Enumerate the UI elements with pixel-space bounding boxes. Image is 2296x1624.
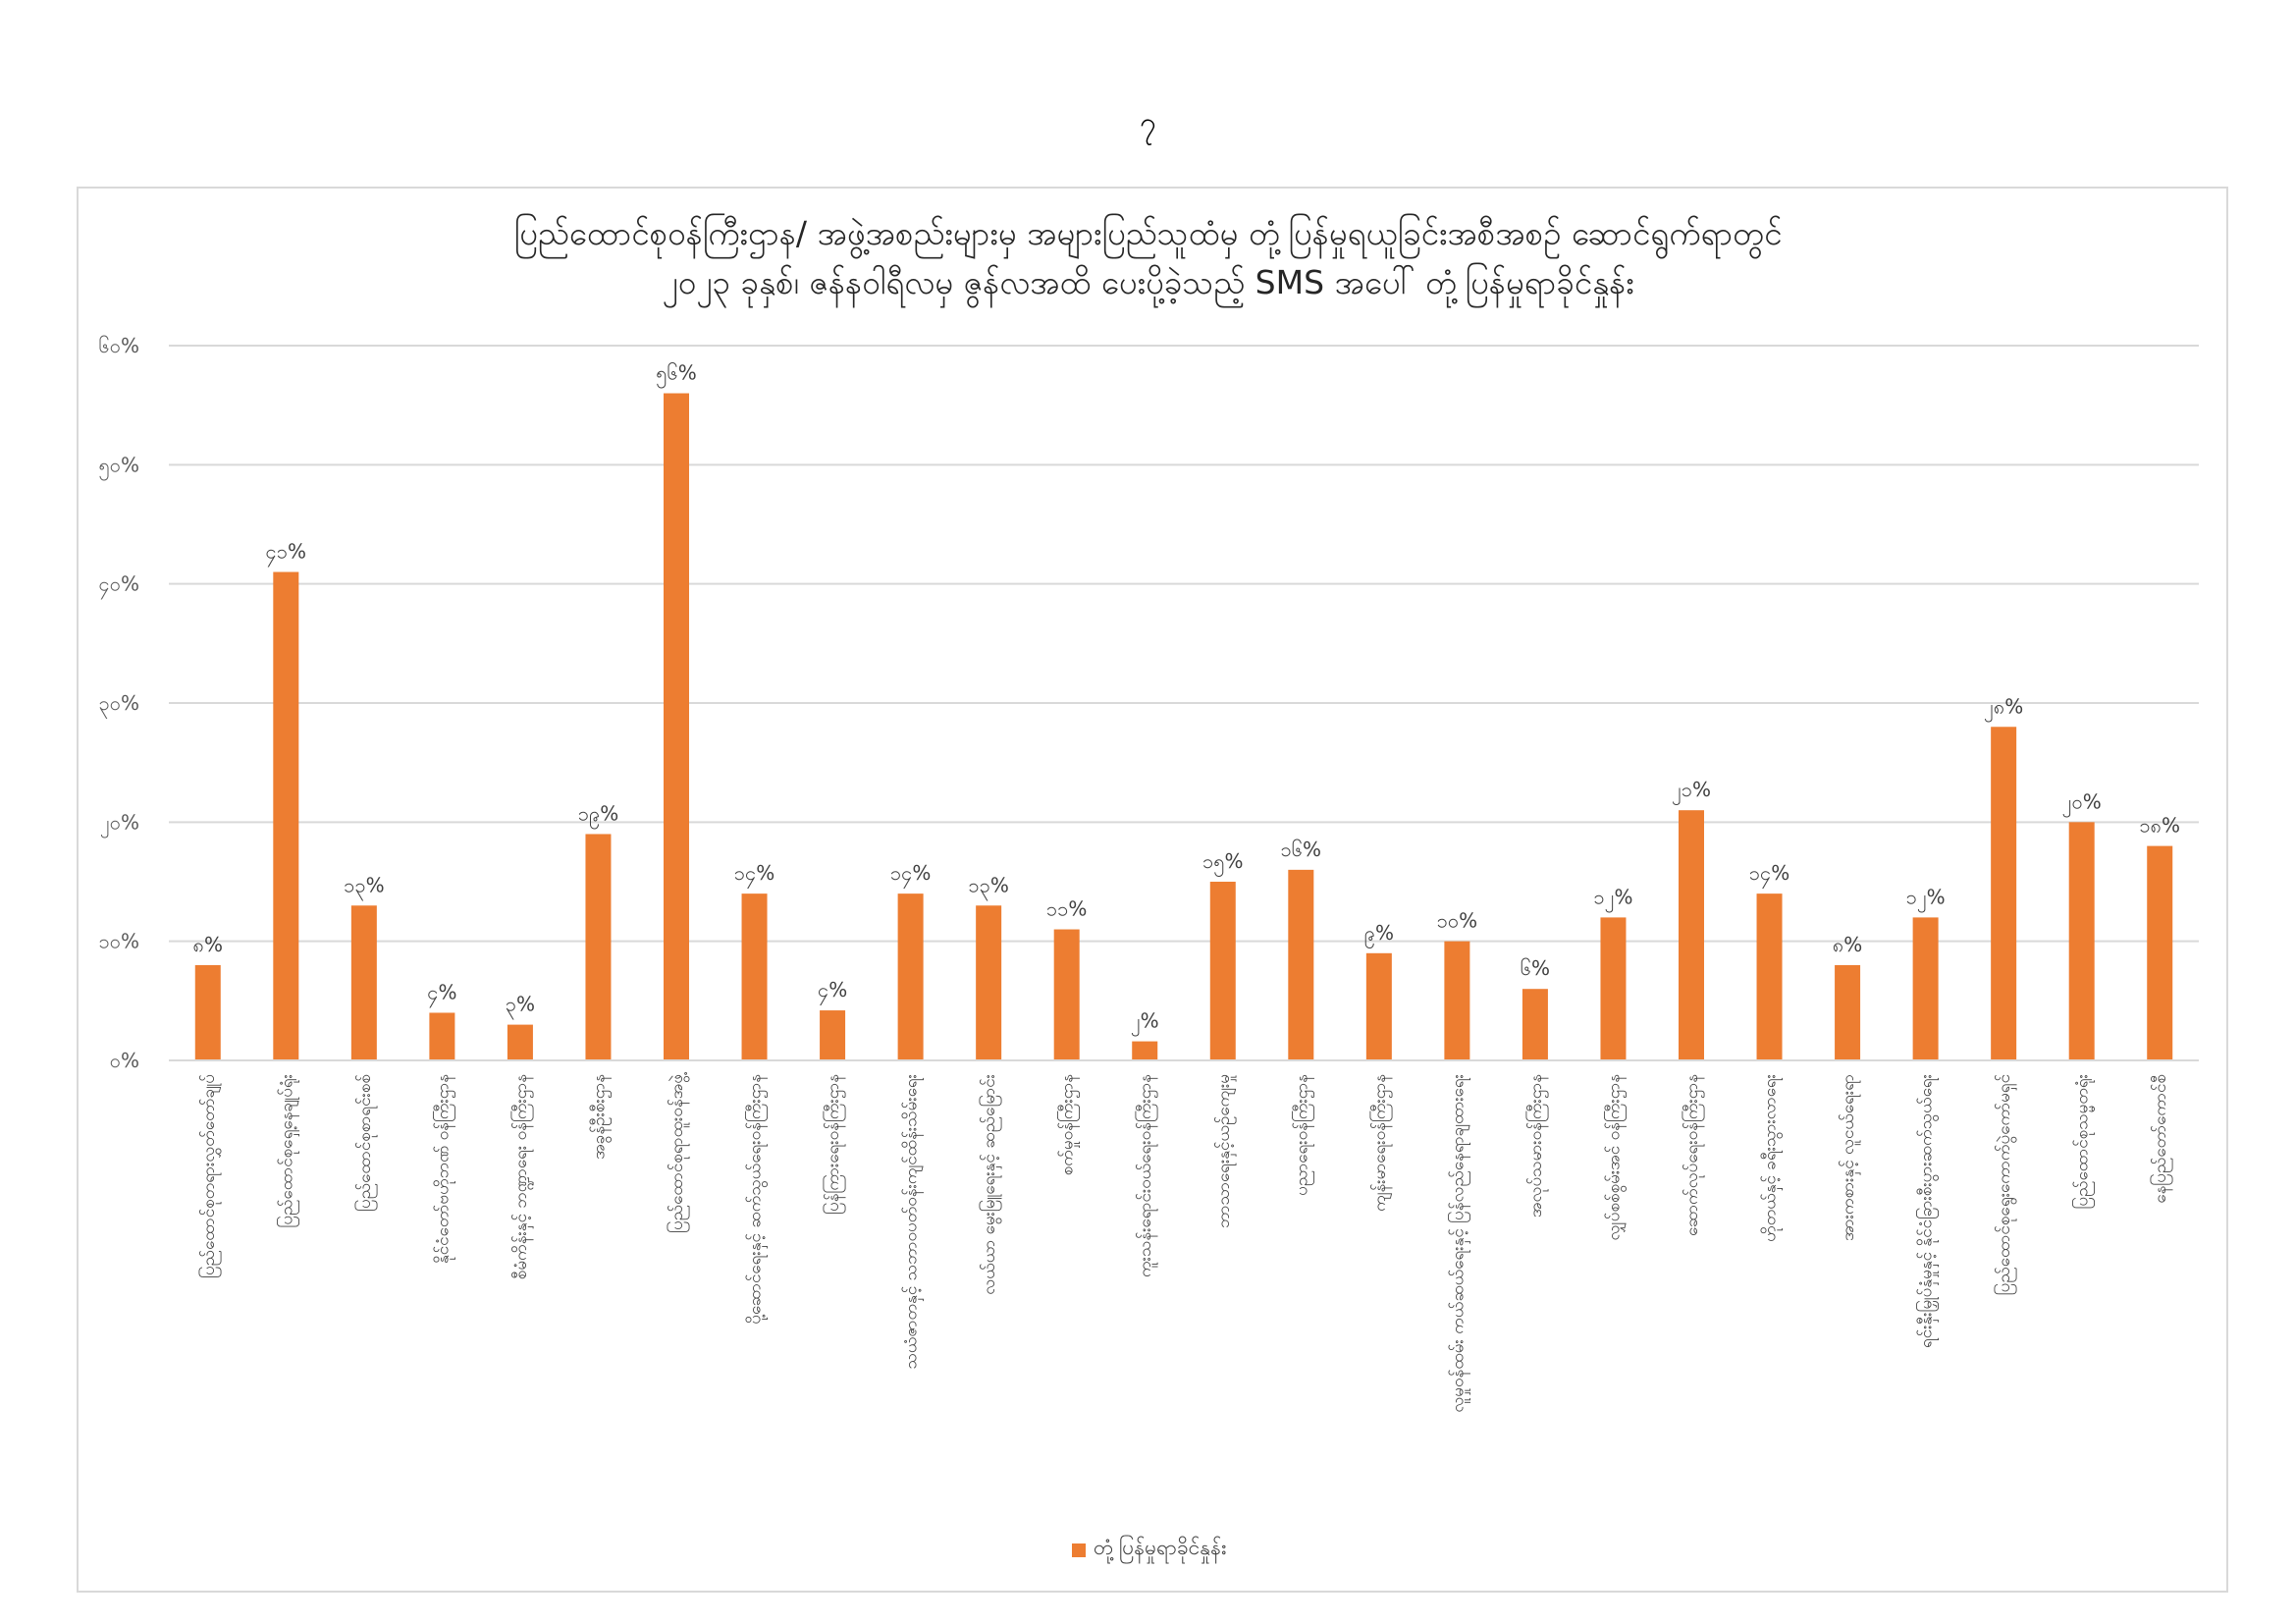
- category-label: ပြည်ထောင်စုစာရင်းစစ်: [354, 1074, 375, 1212]
- bar: [1210, 882, 1236, 1060]
- data-label: ၃%: [505, 992, 536, 1016]
- data-label: ၁၃%: [968, 873, 1009, 897]
- chart-subtitle: ၂၀၂၃ ခုနှစ်၊ ဇန်နဝါရီလမှ ဇွန်လအထိ ပေးပို့ခဲ့သည့် SMS အပေါ် တုံ့ပြန်မှုရာခိုင်နှုန်း: [662, 263, 1634, 301]
- category-label: သယံဇာတနှင့် သဘာဝပတ်ဝန်းကျင်ထိန်းသိမ်းရေး: [901, 1074, 922, 1370]
- category-label: ပြည်ထောင်စုရာထူးဝန်အဖွဲ့: [667, 1074, 687, 1233]
- category-label: လယ်ယာ မွေးမြူရေးနှင့် ဆည်မြောင်း: [980, 1074, 1000, 1295]
- data-label: ၂၀%: [2061, 789, 2102, 814]
- data-label: ၂%: [1130, 1008, 1159, 1033]
- bar: [429, 1012, 454, 1060]
- data-label: ၂၈%: [1984, 694, 2024, 719]
- category-label: လူမှုဝန်ထမ်း ကယ်ဆယ်ရေးနှင့် ပြန်လည်နေရာချထားရေး: [1448, 1074, 1468, 1413]
- bar: [1913, 917, 1939, 1060]
- bar: [742, 893, 768, 1060]
- data-label: ၁၁%: [1045, 896, 1088, 921]
- bar: [351, 905, 377, 1060]
- bar: [507, 1025, 533, 1060]
- bar: [898, 893, 924, 1060]
- bar: [585, 834, 611, 1060]
- bar: [1835, 965, 1860, 1060]
- category-label: အားကစားနှင့် လူငယ်ရေးရာ: [1839, 1074, 1859, 1241]
- category-label: အခွန်ဦးစီးဌာန: [589, 1074, 610, 1160]
- category-label: ပြည်ထောင်စုတရားလွှတ်တော်ချုပ်: [198, 1074, 219, 1278]
- legend-label: တုံ့ပြန်မှုရာခိုင်နှုန်း: [1094, 1536, 1227, 1559]
- legend-swatch: [1072, 1543, 1086, 1557]
- data-label: ၁၄%: [733, 861, 775, 886]
- category-label: အလုပ်သမားဝန်ကြီးဌာန: [1525, 1074, 1546, 1218]
- category-label: စီမံကိန်းနှင့် ဘဏ္ဍာရေး ဝန်ကြီးဌာန: [510, 1074, 531, 1280]
- bar: [1444, 942, 1469, 1060]
- data-label: ၈%: [192, 932, 223, 956]
- y-tick-label: ၄၀%: [98, 571, 139, 596]
- category-label: ကျန်းမာရေးဝန်ကြီးဌာန: [1369, 1074, 1390, 1212]
- bar: [1132, 1042, 1157, 1060]
- category-label: နေပြည်တော်ကောင်စီ: [2151, 1074, 2171, 1204]
- y-tick-label: ၆၀%: [98, 334, 139, 357]
- y-tick-label: ၁၀%: [98, 929, 139, 953]
- bar: [1600, 917, 1626, 1060]
- data-label: ၁၂%: [1593, 885, 1633, 909]
- data-label: ၁၀%: [1436, 908, 1478, 933]
- data-label: ၁၃%: [344, 873, 385, 897]
- bar: [1757, 893, 1783, 1060]
- category-label: ပြည်ထောင်စုရွေးကောက်ပွဲကော်မရှင်: [1995, 1074, 2015, 1296]
- category-label: လျှပ်စစ်စွမ်းအင် ဝန်ကြီးဌာန: [1604, 1074, 1625, 1241]
- bar: [2147, 846, 2172, 1060]
- data-label: ၆%: [1520, 956, 1551, 981]
- bar: [2069, 822, 2095, 1060]
- bar: [273, 572, 298, 1060]
- data-label: ၁၄%: [1748, 861, 1790, 886]
- data-label: ၄%: [427, 980, 457, 1004]
- legend: [1072, 1535, 1226, 1565]
- data-label: ၂၁%: [1671, 778, 1712, 802]
- category-label: ပြည်ထောင်စုရှေ့နေချုပ်ရုံး: [277, 1074, 297, 1228]
- bar: [1366, 953, 1392, 1060]
- data-label: ၁၄%: [889, 861, 932, 886]
- y-tick-label: ၀%: [109, 1049, 139, 1072]
- bar: [1679, 810, 1704, 1060]
- category-label: နိုင်ငံတော်ဗဟိုဘဏ် ဝန်ကြီးဌာန: [433, 1074, 454, 1265]
- category-label: ပို့ဆောင်ရေးနှင့် ဆက်သွယ်ရေးဝန်ကြီးဌာန: [745, 1074, 766, 1325]
- data-label: ၁၉%: [577, 801, 619, 826]
- data-label: ၁၈%: [2139, 813, 2181, 838]
- data-label: ၁၅%: [1202, 849, 1244, 873]
- bar: [1522, 989, 1548, 1060]
- bar: [1054, 930, 1080, 1060]
- data-label: ၁၂%: [1905, 885, 1946, 909]
- data-label: ၁၆%: [1280, 837, 1322, 861]
- bar: [1288, 870, 1313, 1060]
- bar: [1991, 727, 2016, 1060]
- bar: [976, 905, 1001, 1060]
- category-label: ပညာရေးဝန်ကြီးဌာန: [1292, 1074, 1312, 1196]
- category-label: ဘာသာရေးနှင့်ယဉ်ကျေးမှု: [1213, 1074, 1234, 1228]
- category-label: ကူးသန်းရောင်းဝယ်ရေးဝန်ကြီးဌာန: [1136, 1074, 1156, 1277]
- category-label: စက်မှုဝန်ကြီးဌာန: [1057, 1074, 1078, 1176]
- data-label: ၄%: [817, 978, 848, 1002]
- category-label: ရင်းနှီးမြှုပ်နှံမှုနှင့် နိုင်ငံခြားစီးပွားဆက်သွယ်ရေး: [1916, 1074, 1937, 1348]
- bar: [664, 394, 689, 1060]
- data-label: ၅၆%: [656, 360, 697, 385]
- y-tick-label: ၃၀%: [98, 691, 139, 715]
- category-label: ပြည်ထောင်စုသမ္မတရုံး: [2072, 1074, 2093, 1210]
- y-tick-label: ၂၀%: [99, 810, 139, 835]
- data-label: ၄၁%: [265, 539, 307, 564]
- chart-title: ပြည်ထောင်စုဝန်ကြီးဌာန/ အဖွဲ့အစည်းများမှ အများပြည်သူထံမှ တုံ့ပြန်မှုရယူခြင်းအစီအစဉ် ဆောင်ရွက်ရာတွင်: [513, 214, 1783, 252]
- data-label: ၉%: [1363, 920, 1394, 945]
- category-label: ပြန်ကြားရေးဝန်ကြီးဌာန: [824, 1074, 844, 1215]
- bar: [820, 1010, 845, 1060]
- data-label: ၈%: [1832, 932, 1863, 956]
- category-label: ဆောက်လုပ်ရေးဝန်ကြီးဌာန: [1682, 1074, 1702, 1236]
- page-number: ၇: [1140, 106, 1156, 140]
- y-tick-label: ၅၀%: [98, 453, 139, 477]
- category-label: ဟိုတယ်နှင့် ခရီးသွားလာရေး: [1760, 1074, 1781, 1242]
- bar: [195, 965, 221, 1060]
